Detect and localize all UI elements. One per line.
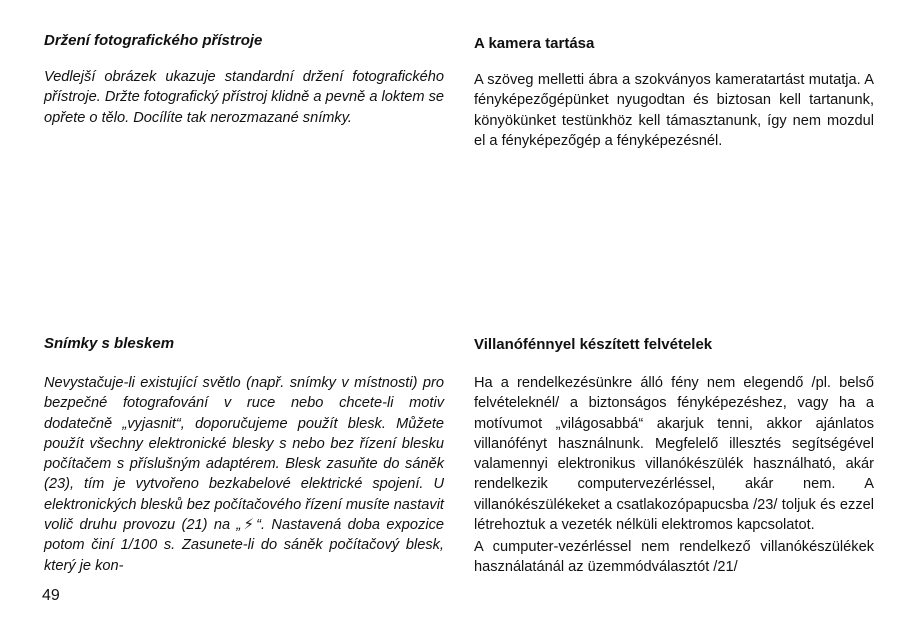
page-number: 49 (42, 587, 60, 604)
section-heading-holding-camera-hu: A kamera tartása (474, 35, 595, 52)
paragraph-holding-camera-hu: A szöveg melletti ábra a szokványos kameratartást mutatja. A fényképezőgépünket nyugodtan és biztosan kell tartanunk, könyökünket testünkhöz kell támasztanunk, így nem mozdul el a fényképezőgép a fényképezésnél. (474, 72, 874, 149)
paragraph-flash-hu-2: A cumputer-vezérléssel nem rendelkező villanókészülékek használatánál az üzemmódválasztót /21/ (474, 539, 874, 576)
paragraph-flash-hu-1: Ha a rendelkezésünkre álló fény nem elegendő /pl. belső felvételeknél/ a biztonságos fényképezéshez, vagy ha a motívumot „világosabbá“ akarjuk tenni, akkor ajánlatos villanófényt használnunk. Megfelelő illesztés segítségével valamennyi elektronikus villanókészülék használható, akár rendelkezik computervezérléssel, akár nem. A villanókészülékeket a csatlakozópapucsba /23/ toljuk és ezzel létrehoztuk a vezeték nélküli elektromos kapcsolatot. (474, 375, 874, 534)
paragraph-flash-cz: Nevystačuje-li existující světlo (např. snímky v místnosti) pro bezpečné fotografování v ruce nebo chcete-li motiv dodatečně „vyjasnit“, doporučujeme použít blesk. Můžete použít všechny elektronické blesky s nebo bez řízení blesku počítačem s příslušným adaptérem. Blesk zasuňte do sáněk (23), tím je vytvořeno bezkabelové elektrické spojení. U elektronických blesků bez počítačového řízení musíte nastavit volič druhu provozu (21) na „⚡“. Nastavená doba expozice potom činí 1/100 s. Zasunete-li do sáněk počítačový blesk, který je kon- (44, 375, 444, 574)
section-heading-flash-hu: Villanófénnyel készített felvételek (474, 336, 713, 353)
paragraph-holding-camera-cz: Vedlejší obrázek ukazuje standardní držení fotografického přístroje. Držte fotografický přístroj klidně a pevně a loktem se opřete o tělo. Docílíte tak nerozmazané snímky. (44, 69, 444, 126)
section-heading-holding-camera-cz: Držení fotografického přístroje (44, 32, 263, 49)
section-heading-flash-cz: Snímky s bleskem (44, 335, 175, 352)
